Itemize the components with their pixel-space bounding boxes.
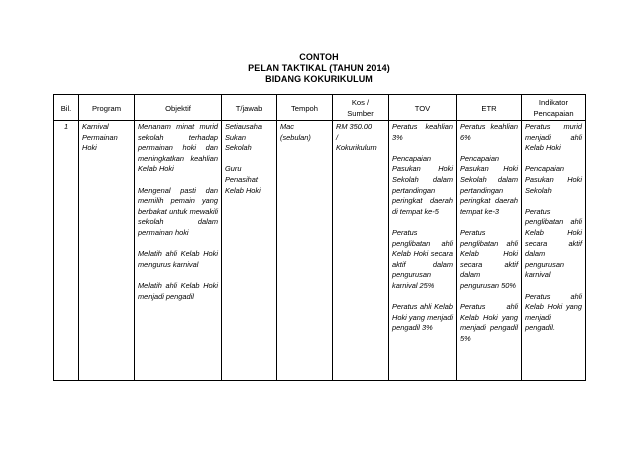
header-bil: Bil. <box>54 95 79 121</box>
header-program: Program <box>79 95 135 121</box>
etr-item: Pencapaian Pasukan Hoki Sekolah dalam pertandingan peringkat daerah tempat ke-3 <box>460 153 518 216</box>
tov-item: Peratus keahlian 3% <box>392 122 453 142</box>
header-kos-line1: Kos / <box>351 98 370 107</box>
cell-etr <box>457 121 522 381</box>
etr-item: Peratus ahli Kelab Hoki yang menjadi pengadil 5% <box>460 302 518 343</box>
kos-line: RM 350.00 <box>336 122 373 131</box>
header-kos <box>333 95 389 121</box>
cell-bil: 1 <box>54 121 79 381</box>
etr-item: Peratus penglibatan ahli Kelab Hoki secara aktif dalam pengurusan 50% <box>460 227 518 290</box>
header-kos-line2: Sumber <box>347 109 374 118</box>
header-tempoh: Tempoh <box>277 95 333 121</box>
title-line-contoh: CONTOH <box>299 52 339 62</box>
objektif-item: Melatih ahli Kelab Hoki mengurus karnival <box>138 249 218 269</box>
tov-item: Peratus ahli Kelab Hoki yang menjadi pengadil 3% <box>392 302 453 333</box>
header-indikator-line1: Indikator <box>538 98 569 107</box>
tjawab-item: Guru Penasihat Kelab Hoki <box>225 164 261 195</box>
header-objektif: Objektif <box>135 95 222 121</box>
tempoh-line: Mac <box>280 122 294 131</box>
indikator-item: Pencapaian Pasukan Hoki Sekolah <box>525 164 582 195</box>
program-line: Permainan <box>82 132 118 142</box>
cell-indikator <box>522 121 586 381</box>
header-tjawab: T/jawab <box>222 95 277 121</box>
header-indikator-line2: Pencapaian <box>533 109 574 118</box>
cell-tov <box>389 121 457 381</box>
etr-item: Peratus keahlian 6% <box>460 122 518 142</box>
program-line: Karnival <box>82 122 109 131</box>
tov-item: Pencapaian Pasukan Hoki Sekolah dalam pertandingan peringkat daerah di tempat ke-5 <box>392 153 453 216</box>
tactical-plan-table <box>53 94 586 381</box>
objektif-item: Mengenal pasti dan memilih pemain yang berbakat untuk mewakili sekolah dalam permainan hoki <box>138 185 218 237</box>
indikator-item: Peratus murid menjadi ahli Kelab Hoki <box>525 122 582 153</box>
cell-tjawab <box>222 121 277 381</box>
tempoh-line: (sebulan) <box>280 132 311 142</box>
objektif-item: Melatih ahli Kelab Hoki menjadi pengadil <box>138 280 218 301</box>
indikator-item: Peratus ahli Kelab Hoki yang menjadi pengadil. <box>525 291 582 333</box>
tov-item: Peratus penglibatan ahli Kelab Hoki secara aktif dalam pengurusan karnival 25% <box>392 227 453 290</box>
kos-line: / <box>336 132 339 142</box>
kos-line: Kokurikulum <box>336 143 377 153</box>
title-line-bidang: BIDANG KOKURIKULUM <box>265 74 373 84</box>
header-etr: ETR <box>457 95 522 121</box>
title-line-pelan: PELAN TAKTIKAL (TAHUN 2014) <box>248 63 390 73</box>
header-row <box>54 95 586 121</box>
cell-program <box>79 121 135 381</box>
tjawab-item: Setiausaha Sukan Sekolah <box>225 122 262 153</box>
objektif-item: Menanam minat murid sekolah terhadap permainan hoki dan meningkatkan keahlian Kelab Hoki <box>138 122 218 174</box>
cell-objektif <box>135 121 222 381</box>
document-title <box>0 52 638 85</box>
indikator-item: Peratus penglibatan ahli Kelab Hoki secara aktif dalam pengurusan karnival <box>525 206 582 280</box>
table-row <box>54 121 586 381</box>
cell-kos <box>333 121 389 381</box>
header-indikator <box>522 95 586 121</box>
header-tov: TOV <box>389 95 457 121</box>
program-line: Hoki <box>82 143 97 153</box>
cell-tempoh <box>277 121 333 381</box>
